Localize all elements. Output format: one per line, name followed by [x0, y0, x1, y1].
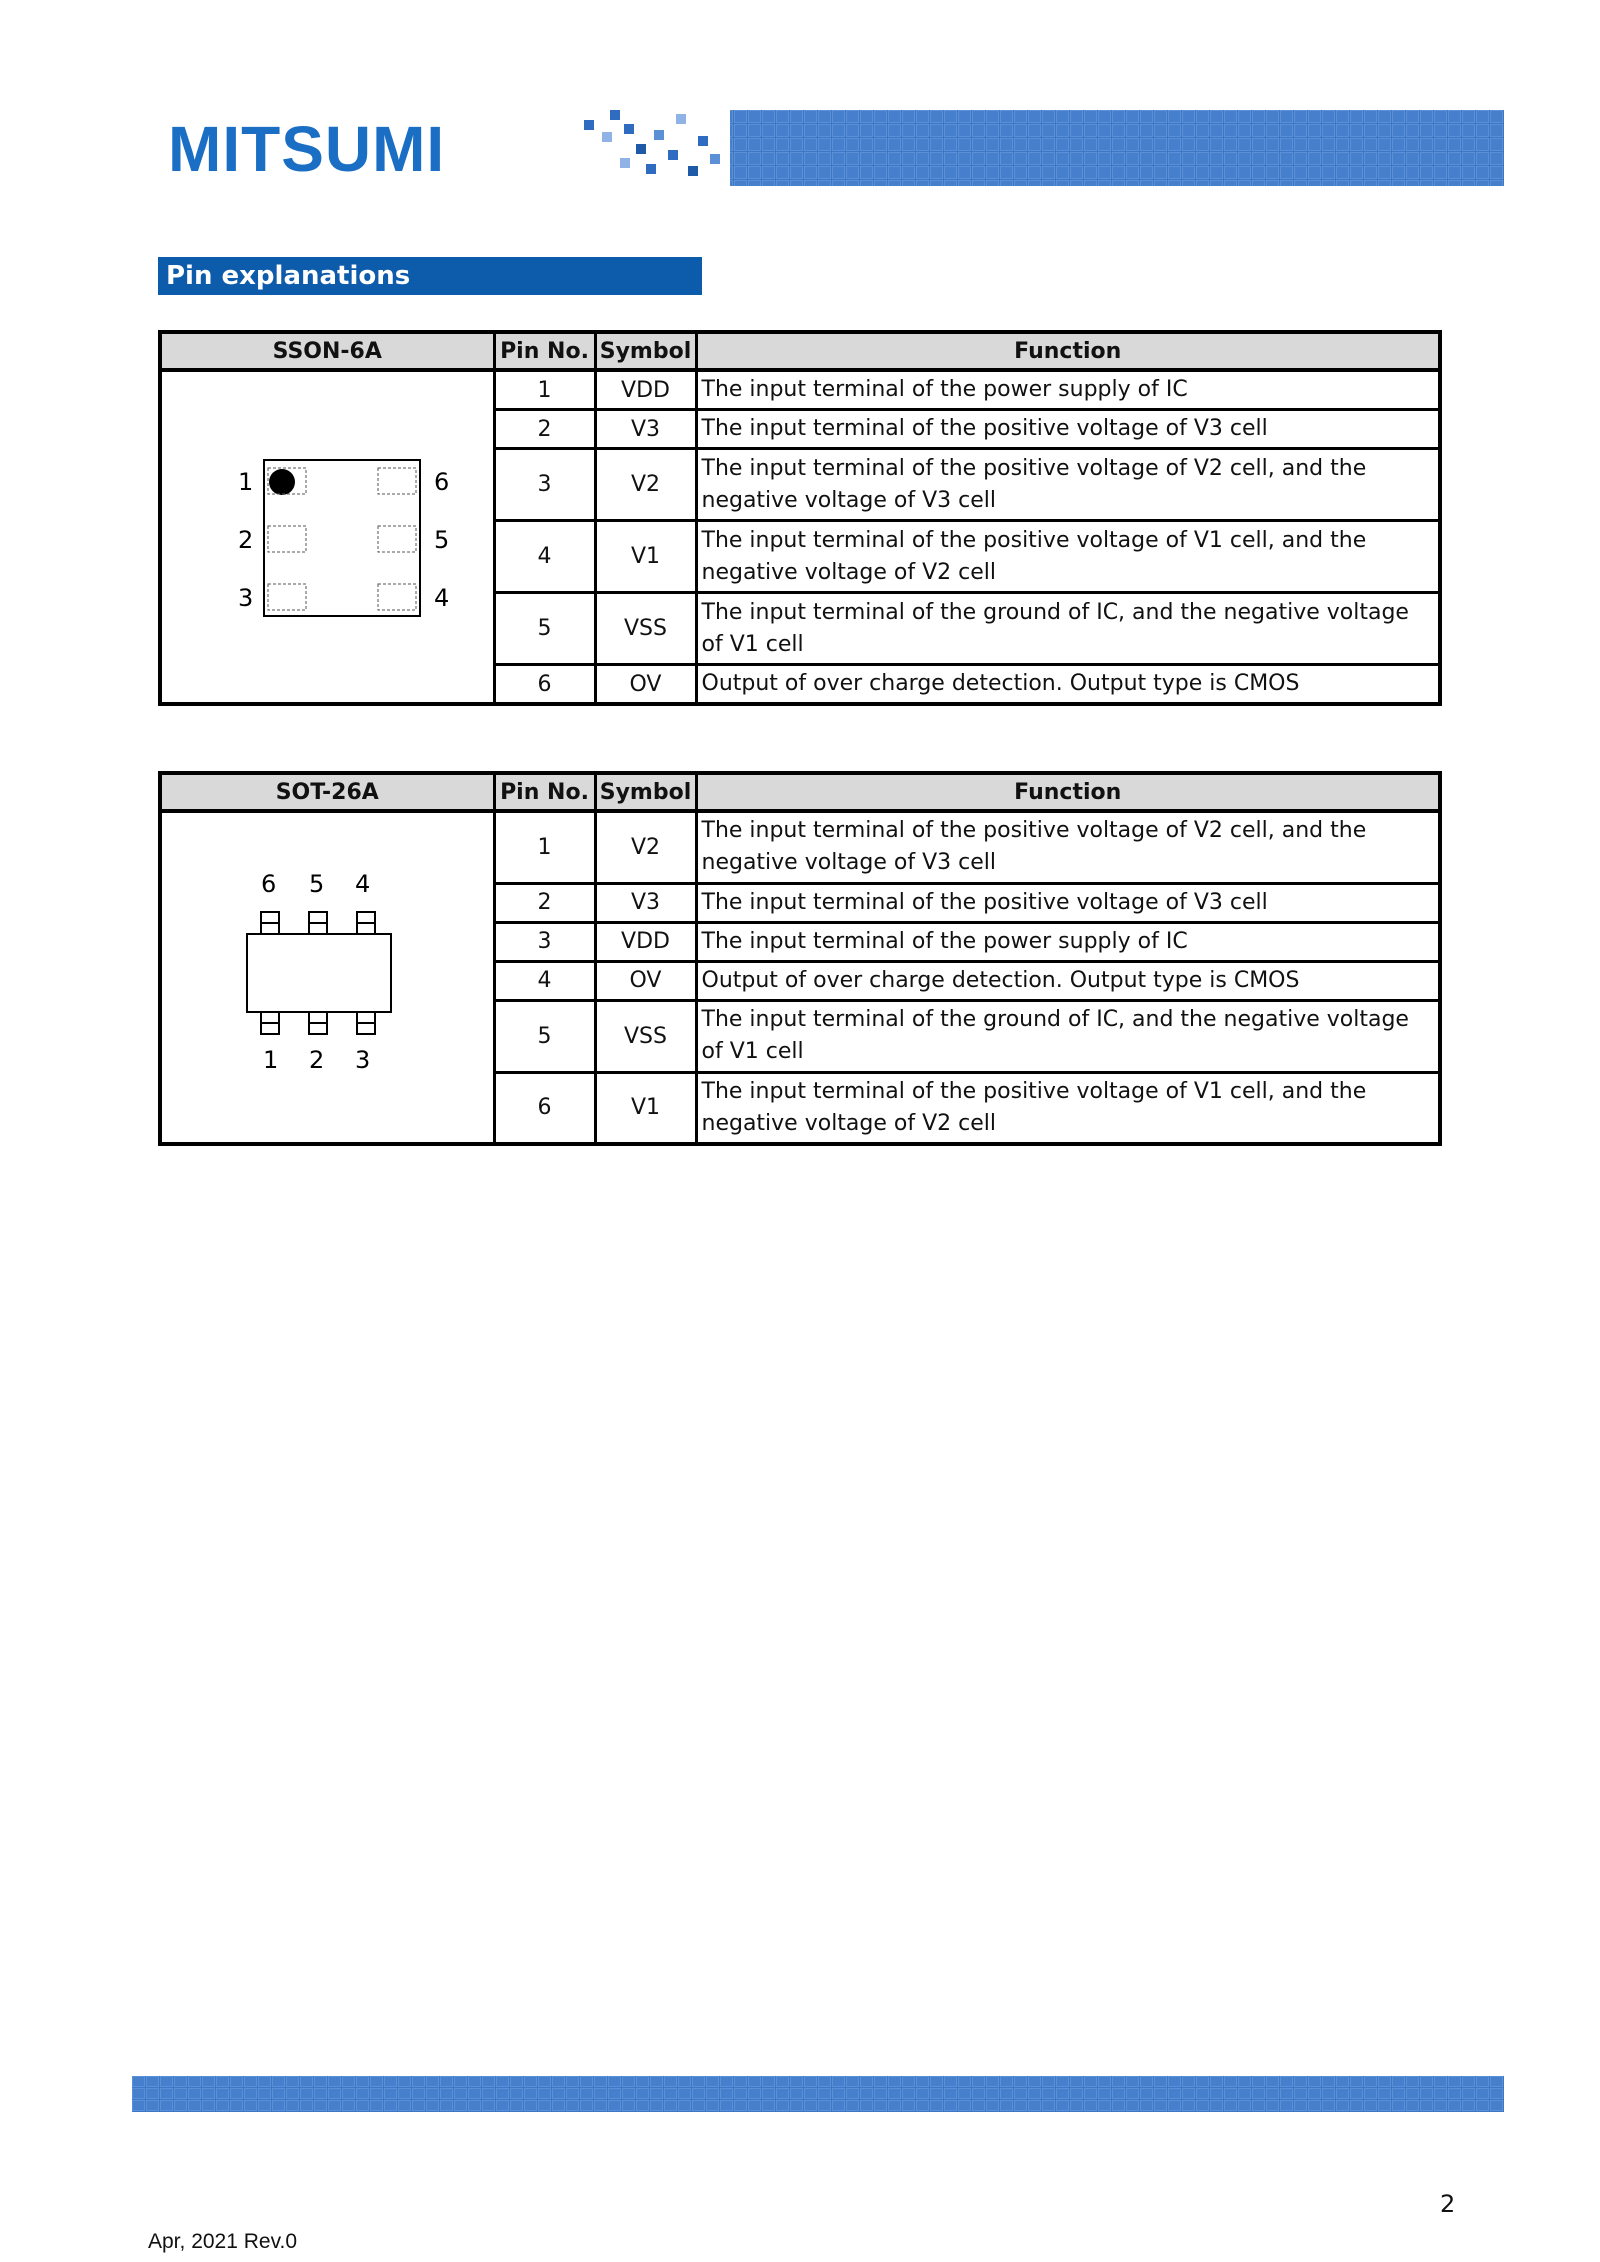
pin-number-cell: 3: [494, 449, 595, 521]
pin-no-header: Pin No.: [494, 773, 595, 811]
pin-label-4: 4: [434, 584, 450, 612]
pin-symbol-cell: V3: [595, 410, 696, 449]
pin-label-4: 4: [355, 869, 371, 898]
pin-function-cell: The input terminal of the power supply of IC: [696, 922, 1440, 961]
pin-label-3: 3: [238, 584, 254, 612]
sson-6a-pin-table: [158, 330, 1442, 706]
table-header-row: [160, 332, 1440, 370]
footer-decorative-band: [132, 2076, 1504, 2112]
page-number: 2: [1440, 2190, 1456, 2218]
pin-number-cell: 5: [494, 1000, 595, 1072]
pin-symbol-cell: VSS: [595, 1000, 696, 1072]
symbol-header: Symbol: [595, 332, 696, 370]
pin-number-cell: 1: [494, 811, 595, 883]
pin-label-3: 3: [355, 1045, 371, 1074]
pin-function-cell: The input terminal of the positive voltage of V3 cell: [696, 883, 1440, 922]
pin-symbol-cell: V2: [595, 449, 696, 521]
pin-number-cell: 6: [494, 665, 595, 705]
pin-symbol-cell: OV: [595, 665, 696, 705]
pin-label-1: 1: [263, 1045, 279, 1074]
pin-symbol-cell: VSS: [595, 593, 696, 665]
pin-symbol-cell: VDD: [595, 370, 696, 410]
sot-26a-outline-drawing: [227, 860, 427, 1090]
pin-symbol-cell: V3: [595, 883, 696, 922]
pin-symbol-cell: V2: [595, 811, 696, 883]
pin-label-5: 5: [434, 526, 450, 554]
pin-function-cell: The input terminal of the positive voltage of V1 cell, and the negative voltage of V2 cell: [696, 1072, 1440, 1144]
table-row: [160, 811, 1440, 883]
table-header-row: [160, 773, 1440, 811]
section-title: Pin explanations: [158, 257, 702, 295]
pin-function-cell: The input terminal of the ground of IC, and the negative voltage of V1 cell: [696, 1000, 1440, 1072]
symbol-header: Symbol: [595, 773, 696, 811]
pin-function-cell: The input terminal of the positive voltage of V2 cell, and the negative voltage of V3 cell: [696, 811, 1440, 883]
header-decorative-band: [580, 110, 1504, 186]
sson-6a-package-diagram: [160, 370, 494, 704]
pin-function-cell: The input terminal of the power supply of IC: [696, 370, 1440, 410]
package-name-header: SSON-6A: [160, 332, 494, 370]
pin-function-cell: The input terminal of the positive voltage of V2 cell, and the negative voltage of V3 cell: [696, 449, 1440, 521]
pin-symbol-cell: V1: [595, 521, 696, 593]
table-row: [160, 370, 1440, 410]
pin-number-cell: 2: [494, 883, 595, 922]
pin-label-1: 1: [238, 468, 254, 496]
revision-date: Apr, 2021 Rev.0: [148, 2230, 298, 2253]
pin-number-cell: 1: [494, 370, 595, 410]
pin-label-2: 2: [238, 526, 254, 554]
pin-symbol-cell: V1: [595, 1072, 696, 1144]
pin-number-cell: 4: [494, 521, 595, 593]
pin-label-6: 6: [261, 869, 277, 898]
package-name-header: SOT-26A: [160, 773, 494, 811]
pin-symbol-cell: VDD: [595, 922, 696, 961]
function-header: Function: [696, 332, 1440, 370]
function-header: Function: [696, 773, 1440, 811]
sot-26a-pin-table: [158, 771, 1442, 1146]
pin-number-cell: 5: [494, 593, 595, 665]
pin-number-cell: 3: [494, 922, 595, 961]
pin-number-cell: 4: [494, 961, 595, 1000]
pin-function-cell: Output of over charge detection. Output type is CMOS: [696, 961, 1440, 1000]
pin-number-cell: 6: [494, 1072, 595, 1144]
pin-label-2: 2: [309, 1045, 325, 1074]
sson-6a-outline-drawing: [202, 444, 452, 624]
pin-number-cell: 2: [494, 410, 595, 449]
pin-function-cell: The input terminal of the positive voltage of V3 cell: [696, 410, 1440, 449]
pin-function-cell: The input terminal of the ground of IC, and the negative voltage of V1 cell: [696, 593, 1440, 665]
pin-label-5: 5: [309, 869, 325, 898]
pin-function-cell: The input terminal of the positive voltage of V1 cell, and the negative voltage of V2 cell: [696, 521, 1440, 593]
pin-symbol-cell: OV: [595, 961, 696, 1000]
mitsumi-logo: MITSUMI: [168, 113, 446, 185]
sot-26a-package-diagram: [160, 811, 494, 1144]
pin-no-header: Pin No.: [494, 332, 595, 370]
pin-label-6: 6: [434, 468, 450, 496]
pin-function-cell: Output of over charge detection. Output type is CMOS: [696, 665, 1440, 705]
